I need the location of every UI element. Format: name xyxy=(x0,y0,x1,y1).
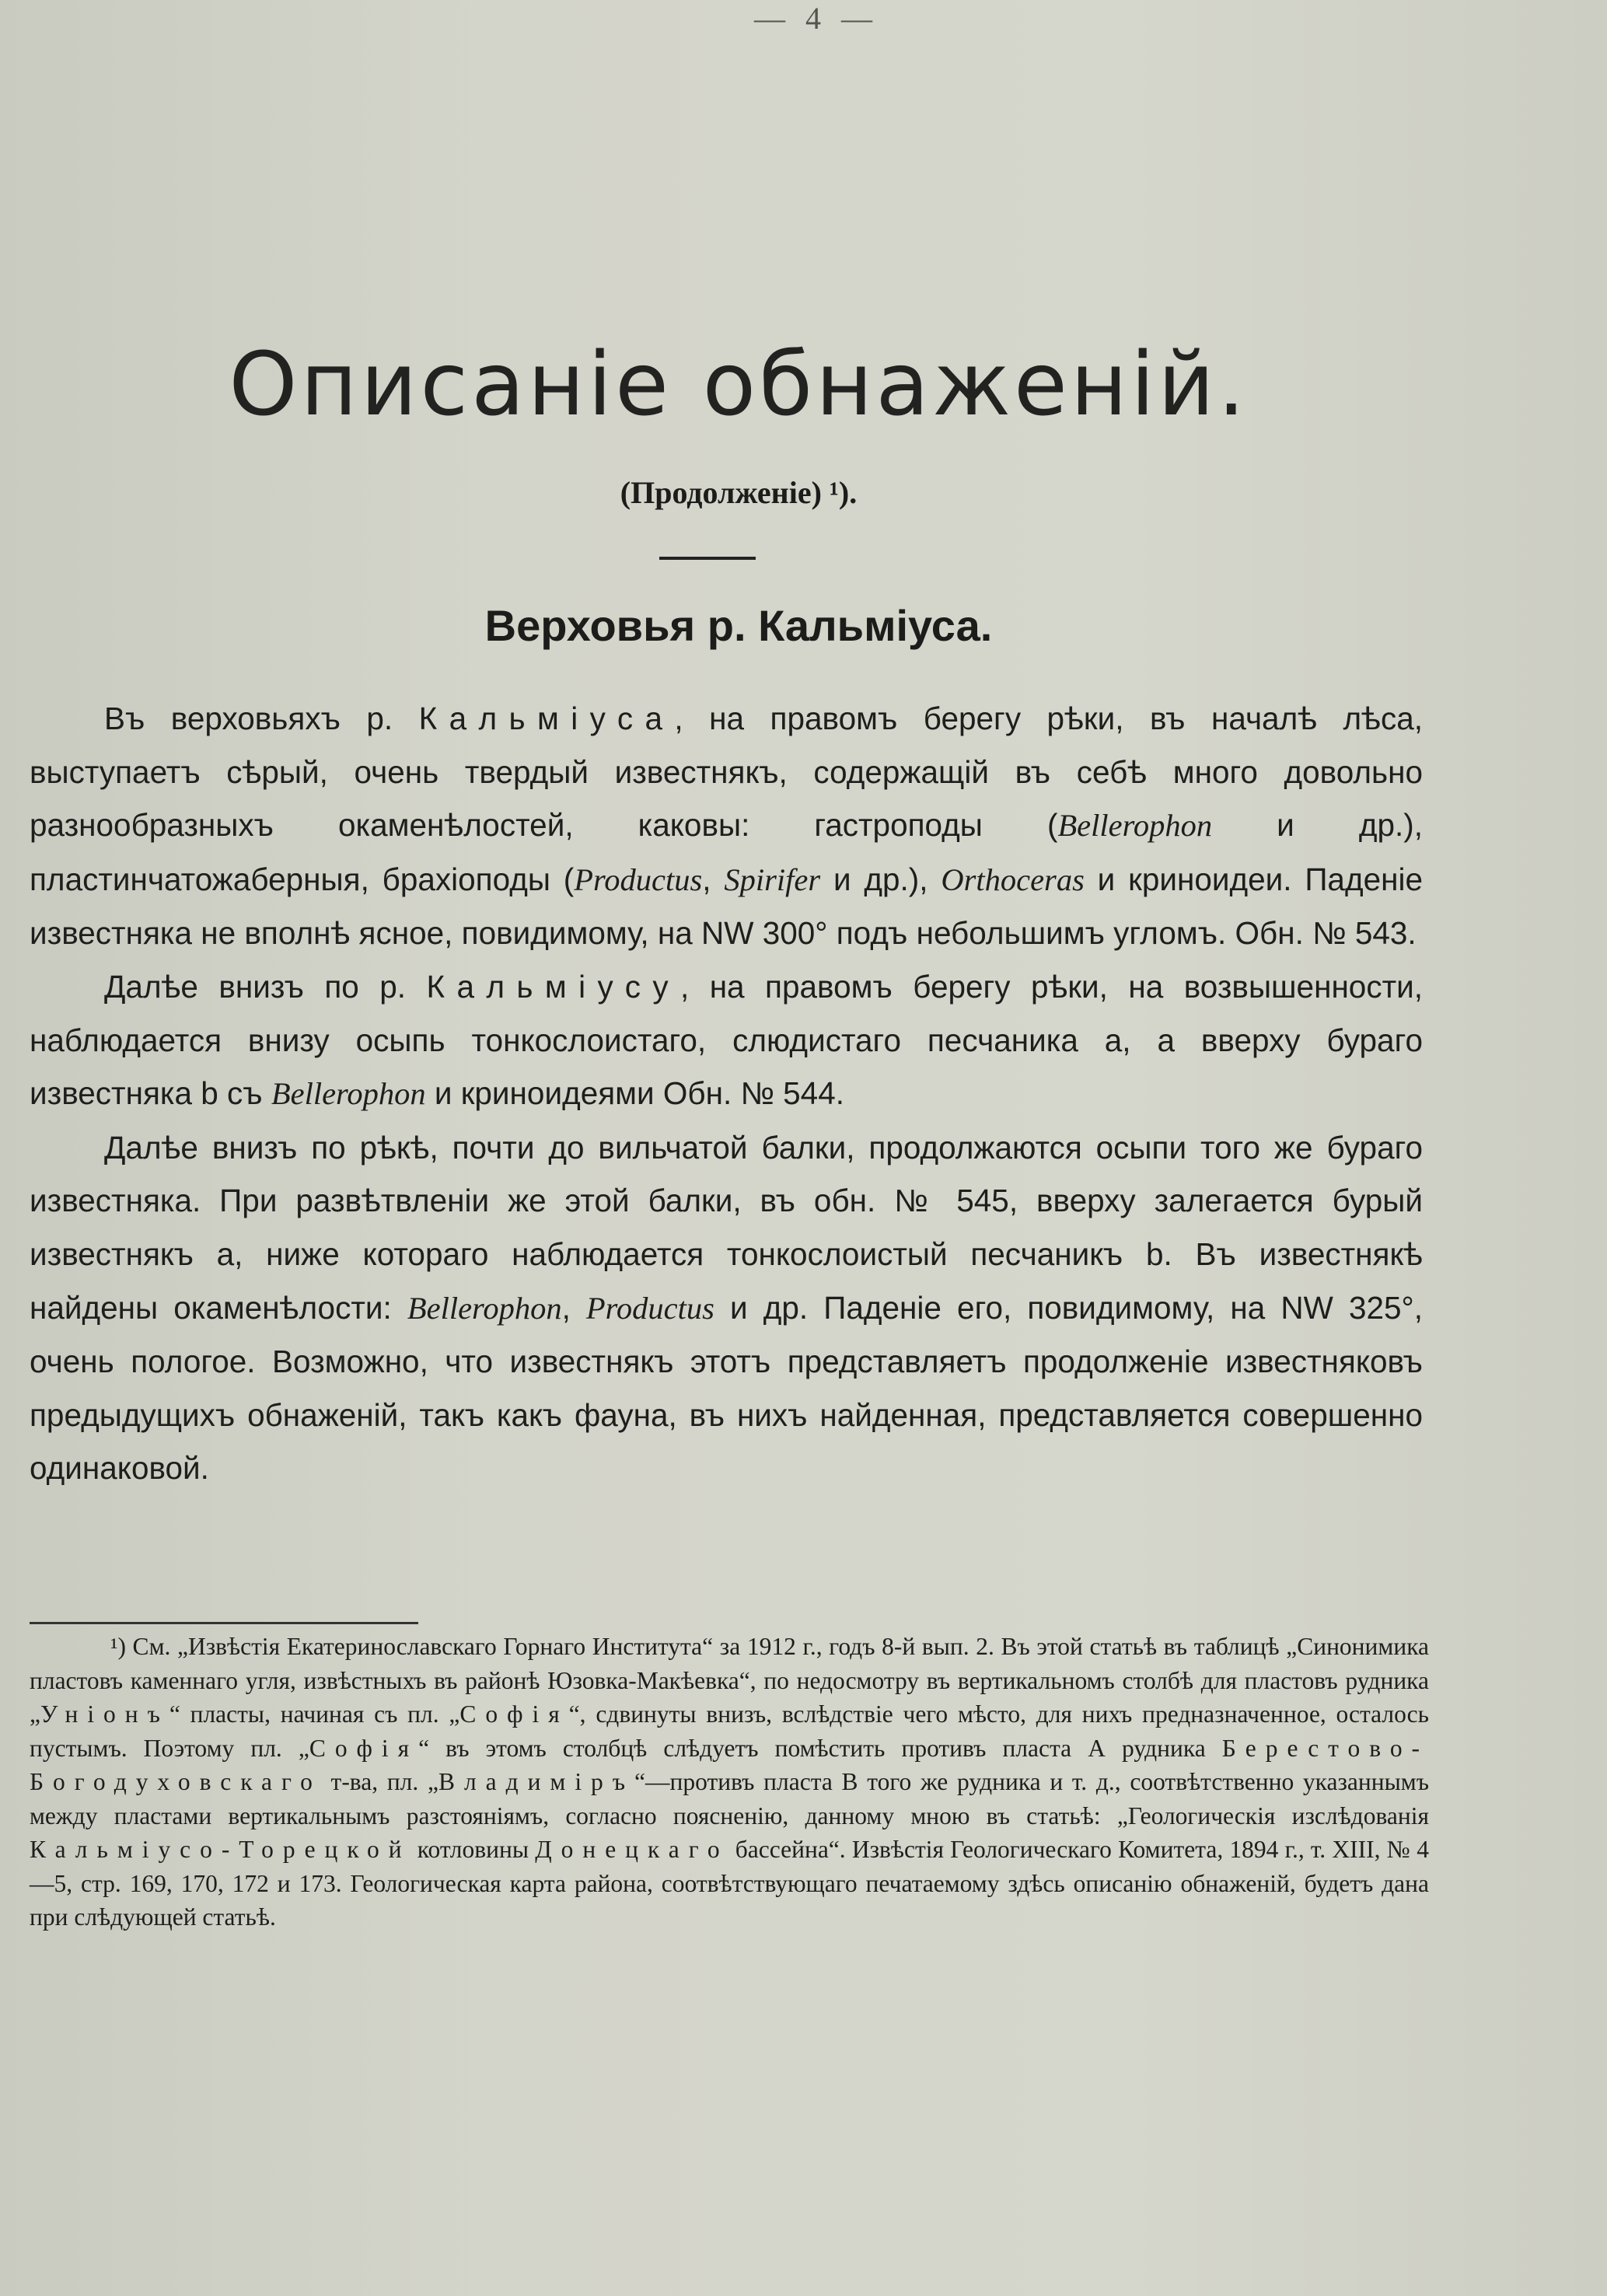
text-run: ¹) См. „Извѣстія Екатеринославскаго Горнаго Института“ за 1912 г., годъ 8-й вып. 2. Въ этой статьѣ въ таблицѣ „Синонимика пластовъ каменнаго угля, извѣстныхъ въ районѣ Юзовка-Макѣевка“, по недосмотру въ вертикальномъ столбѣ для пластовъ рудника „ xyxy=(30,1633,1429,1728)
spaced-name: Владиміръ xyxy=(438,1768,635,1795)
spaced-name: Кальміуса xyxy=(418,701,675,736)
text-run: т-ва, пл. „ xyxy=(321,1768,438,1795)
fossil-name: Productus xyxy=(585,1290,714,1326)
fossil-name: Bellerophon xyxy=(407,1290,562,1326)
fossil-name: Orthoceras xyxy=(941,861,1085,897)
text-run: , на правомъ берегу рѣки, на возвышенности, наблюдается внизу осыпь тонкослоистаго, слюдистаго песчаника a, а вверху бураго известняка b съ xyxy=(30,968,1424,1112)
paragraph-2 xyxy=(30,960,1423,1121)
text-run: , на правомъ берегу рѣки, въ началѣ лѣса, выступаетъ сѣрый, очень твердый известнякъ, содержащій въ себѣ много довольно разнообразныхъ окаменѣлостей, каковы: гастроподы ( xyxy=(30,701,1423,844)
body-text xyxy=(30,692,1423,1495)
text-run: “—противъ пласта В того же рудника и т. д., соотвѣтственно указаннымъ между пластами вертикальнымъ разстояніямъ, согласно поясненію, данному мною въ статьѣ: „Геологическія изслѣдованія xyxy=(30,1768,1429,1829)
text-run: котловины xyxy=(410,1836,536,1863)
section-heading: Верховья р. Кальміуса. xyxy=(484,601,993,650)
text-run: “, сдвинуты внизъ, вслѣдствіе чего мѣсто, для нихъ предназначенное, осталось пустымъ. Поэтому пл. „ xyxy=(30,1700,1429,1762)
spaced-name: Кальміусо-Торецкой xyxy=(30,1836,411,1863)
spaced-name: Софія xyxy=(309,1734,419,1762)
spaced-name: Кальміусу xyxy=(426,968,680,1005)
fossil-name: Bellerophon xyxy=(271,1076,426,1112)
text-run: и др. Паденіе его, повидимому, на NW 325°, очень пологое. Возможно, что известнякъ этотъ представляетъ продолженіе известняковъ предыдущихъ обнаженій, такъ какъ фауна, въ нихъ найденная, представляется совершенно одинаковой. xyxy=(30,1289,1423,1487)
spaced-name: Берестово-Богодуховскаго xyxy=(30,1734,1430,1795)
fossil-name: Bellerophon xyxy=(1057,808,1213,844)
text-run: “ въ этомъ столбцѣ слѣдуетъ помѣстить противъ пласта А рудника xyxy=(418,1734,1222,1762)
subtitle: (Продолженіе) ¹). xyxy=(620,475,858,510)
text-run: Въ верховьяхъ р. xyxy=(104,701,419,736)
text-run: , xyxy=(702,861,725,897)
text-run: Далѣе внизъ по рѣкѣ, почти до вильчатой балки, продолжаются осыпи того же бураго известняка. При развѣтвленіи же этой балки, въ обн. № 545, вверху залегается бурый известнякъ a, ниже котораго наблюдается тонкослоистый песчаникъ b. Въ известнякѣ найдены окаменѣлости: xyxy=(30,1129,1423,1326)
paragraph-3 xyxy=(30,1121,1423,1495)
fossil-name: Spirifer xyxy=(724,861,821,897)
title-divider xyxy=(659,557,756,560)
spaced-name: Софія xyxy=(459,1700,569,1728)
text-run: и др.), пластинчатожаберныя, брахіоподы ( xyxy=(30,807,1423,897)
text-run: бассейна“. Извѣстія Геологическаго Комитета, 1894 г., т. XIII, № 4—5, стр. 169, 170, 172 и 173. Геологическая карта района, соотвѣтствующаго печатаемому здѣсь описанію обнаженій, будетъ дана при слѣдующей статьѣ. xyxy=(30,1836,1429,1931)
page-number: — 4 — xyxy=(754,1,879,36)
text-run: “ пласты, начиная съ пл. „ xyxy=(169,1700,460,1728)
fossil-name: Productus xyxy=(574,861,703,897)
page-title: Описаніе обнаженій. xyxy=(229,334,1249,435)
paragraph-1 xyxy=(30,692,1423,960)
footnote-paragraph xyxy=(30,1630,1429,1934)
text-run: Далѣе внизъ по р. xyxy=(104,968,427,1005)
text-run: , xyxy=(561,1289,586,1326)
text-run: и криноидеями Обн. № 544. xyxy=(425,1075,844,1112)
text-run: и др.), xyxy=(820,861,941,897)
text-run: и криноидеи. Паденіе известняка не вполнѣ ясное, повидимому, на NW 300° подъ небольшимъ угломъ. Обн. № 543. xyxy=(30,861,1423,952)
footnote-divider xyxy=(30,1622,418,1624)
spaced-name: Уніонъ xyxy=(40,1700,169,1728)
footnote xyxy=(30,1630,1429,1934)
spaced-name: Донецкаго xyxy=(535,1836,729,1863)
